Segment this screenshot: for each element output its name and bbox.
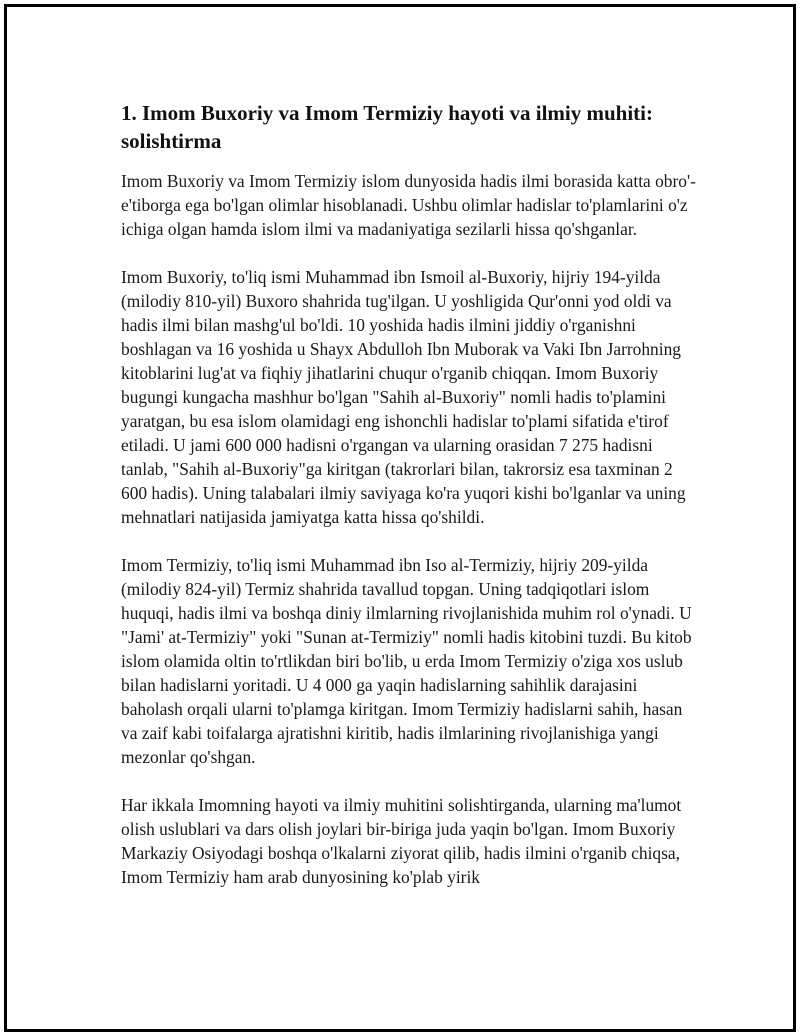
section-heading: 1. Imom Buxoriy va Imom Termiziy hayoti va ilmiy muhiti: solishtirma: [121, 101, 653, 153]
paragraph-termiziy: Imom Termiziy, to'liq ismi Muhammad ibn Iso al-Termiziy, hijriy 209-yilda (milodiy 824-yil) Termiz shahrida tavallud topgan. Uning tadqiqotlari islom huquqi, hadis ilmi va boshqa diniy ilmlarning rivojlanishida muhim rol o'ynadi. U "Jami' at-Termiziy" yoki "Sunan at-Termiziy" nomli hadis kitobini tuzdi. Bu kitob islom olamida oltin to'rtlikdan biri bo'lib, u erda Imom Termiziy o'ziga xos uslub bilan hadislarni yoritadi. U 4 000 ga yaqin hadislarning sahihlik darajasini baholash orqali ularni to'plamga kiritgan. Imom Termiziy hadislarni sahih, hasan va zaif kabi toifalarga ajratishni kiritib, hadis ilmlarining rivojlanishiga yangi mezonlar qo'shgan.: [121, 555, 692, 767]
paragraph-comparison: Har ikkala Imomning hayoti va ilmiy muhitini solishtirganda, ularning ma'lumot olish uslublari va dars olish joylari bir-biriga juda yaqin bo'lgan. Imom Buxoriy Markaziy Osiyodagi boshqa o'lkalarni ziyorat qilib, hadis ilmini o'rganib chiqsa, Imom Termiziy ham arab dunyosining ko'plab yirik: [121, 795, 682, 887]
paragraph-intro: Imom Buxoriy va Imom Termiziy islom dunyosida hadis ilmi borasida katta obro'-e'tiborga ega bo'lgan olimlar hisoblanadi. Ushbu olimlar hadislar to'plamlarini o'z ichiga olgan hamda islom ilmi va madaniyatiga sezilarli hissa qo'shganlar.: [121, 171, 696, 239]
document-page: [4, 4, 796, 1032]
document-body: [121, 99, 701, 913]
paragraph-buxoriy: Imom Buxoriy, to'liq ismi Muhammad ibn Ismoil al-Buxoriy, hijriy 194-yilda (milodiy 810-yil) Buxoro shahrida tug'ilgan. U yoshligida Qur'onni yod oldi va hadis ilmi bilan mashg'ul bo'ldi. 10 yoshida hadis ilmini jiddiy o'rganishni boshlagan va 16 yoshida u Shayx Abdulloh Ibn Muborak va Vaki Ibn Jarrohning kitoblarini lug'at va fiqhiy jihatlarini chuqur o'rganib chiqqan. Imom Buxoriy bugungi kungacha mashhur bo'lgan "Sahih al-Buxoriy" nomli hadis to'plamini yaratgan, bu esa islom olamidagi eng ishonchli hadislar to'plami sifatida e'tirof etiladi. U jami 600 000 hadisni o'rgangan va ularning orasidan 7 275 hadisni tanlab, "Sahih al-Buxoriy"ga kiritgan (takrorlari bilan, takrorsiz esa taxminan 2 600 hadis). Uning talabalari ilmiy saviyaga ko'ra yuqori kishi bo'lganlar va uning mehnatlari natijasida jamiyatga katta hissa qo'shildi.: [121, 267, 686, 527]
